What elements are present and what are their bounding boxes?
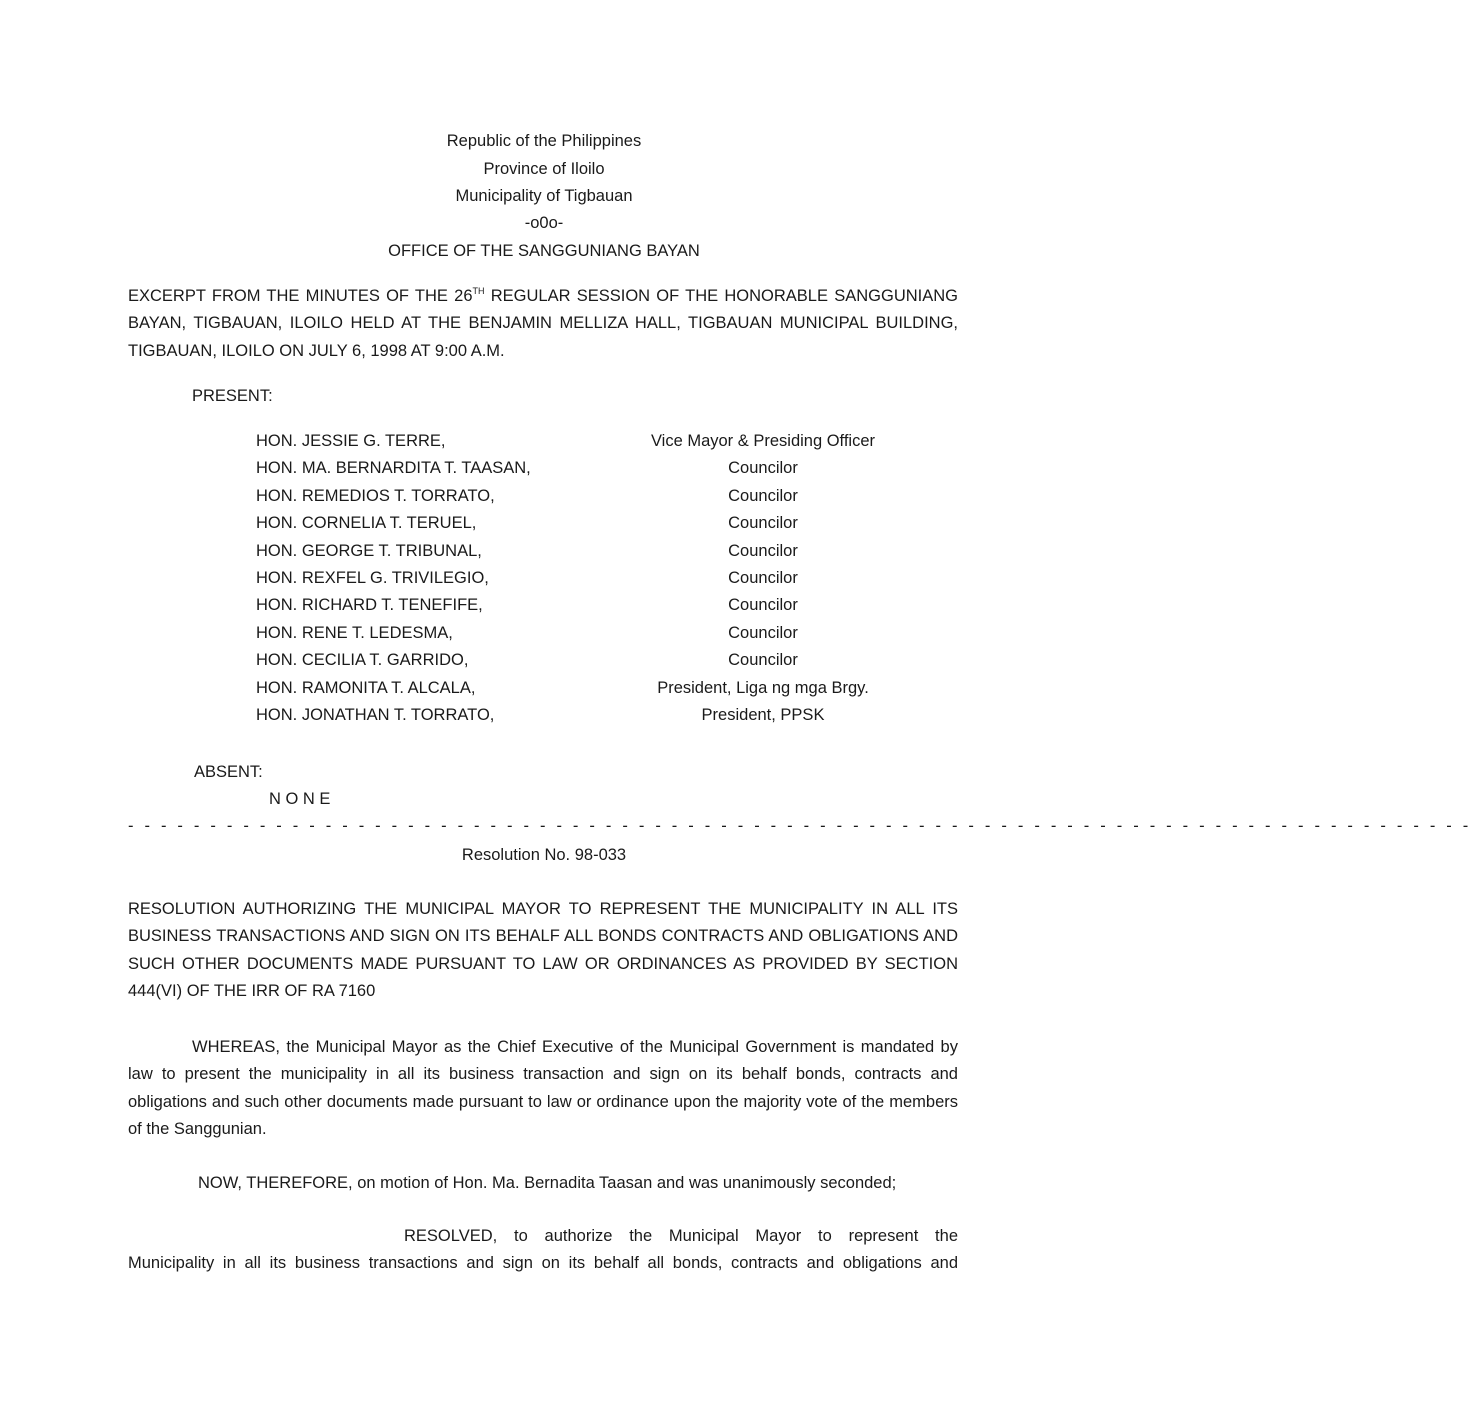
excerpt-text-part1: EXCERPT FROM THE MINUTES OF THE 26 [128, 287, 473, 305]
resolution-title: RESOLUTION AUTHORIZING THE MUNICIPAL MAYOR TO REPRESENT THE MUNICIPALITY IN ALL ITS BUSINESS TRANSACTIONS AND SIGN ON ITS BEHALF ALL BONDS CONTRACTS AND OBLIGATIONS AND SUCH OTHER DOCUMENTS MADE PURSUANT TO LAW OR ORDINANCES AS PROVIDED BY SECTION 444(VI) OF THE IRR OF RA 7160 [128, 900, 958, 1000]
member-position: President, PPSK [701, 706, 825, 724]
member-row [256, 540, 956, 562]
member-row [256, 567, 956, 589]
member-row [256, 649, 956, 671]
header-municipality: Municipality of Tigbauan [455, 187, 633, 205]
excerpt-text-part2: REGULAR SESSION OF THE HONORABLE SANGGUNIANG BAYAN, TIGBAUAN, ILOILO HELD AT THE BENJAMIN MELLIZA HALL, TIGBAUAN MUNICIPAL BUILDING, TIGBAUAN, ILOILO ON JULY 6, 1998 AT 9:00 A.M. [128, 287, 958, 360]
member-name: HON. RICHARD T. TENEFIFE, [256, 596, 483, 614]
member-row [256, 457, 956, 479]
member-name: HON. REMEDIOS T. TORRATO, [256, 487, 495, 505]
member-position: Councilor [728, 459, 798, 477]
excerpt-superscript: TH [472, 286, 485, 296]
absent-value: N O N E [269, 790, 331, 808]
member-name: HON. JONATHAN T. TORRATO, [256, 706, 495, 724]
member-name: HON. MA. BERNARDITA T. TAASAN, [256, 459, 531, 477]
member-position: President, Liga ng mga Brgy. [657, 679, 869, 697]
member-row [256, 677, 956, 699]
member-name: HON. RENE T. LEDESMA, [256, 624, 453, 642]
dashed-divider: - - - - - - - - - - - - - - - - - - - - - - - - - - - - - - - - - - - - - - - - - - - - - - - - - - - - - - - - - - - - - - - - - - - - - - - - - - - - - - - - - - [128, 817, 1471, 835]
excerpt-paragraph [128, 283, 958, 365]
member-name: HON. REXFEL G. TRIVILEGIO, [256, 569, 489, 587]
resolution-number: Resolution No. 98-033 [461, 846, 627, 864]
member-row [256, 594, 956, 616]
resolved-line-2: Municipality in all its business transactions and sign on its behalf all bonds, contracts and obligations and [128, 1254, 958, 1272]
member-position: Vice Mayor & Presiding Officer [650, 432, 876, 450]
member-position: Councilor [728, 487, 798, 505]
resolved-line-1: RESOLVED, to authorize the Municipal Mayor to represent the [404, 1227, 958, 1245]
member-row [256, 430, 956, 452]
member-row [256, 485, 956, 507]
member-position: Councilor [728, 542, 798, 560]
member-row [256, 512, 956, 534]
now-therefore-paragraph: NOW, THEREFORE, on motion of Hon. Ma. Bernadita Taasan and was unanimously seconded; [198, 1174, 897, 1192]
member-position: Councilor [728, 596, 798, 614]
member-name: HON. GEORGE T. TRIBUNAL, [256, 542, 482, 560]
member-position: Councilor [728, 569, 798, 587]
header-separator: -o0o- [524, 214, 564, 232]
header-republic: Republic of the Philippines [446, 132, 642, 150]
member-name: HON. JESSIE G. TERRE, [256, 432, 446, 450]
member-name: HON. CECILIA T. GARRIDO, [256, 651, 469, 669]
header-province: Province of Iloilo [483, 160, 605, 178]
member-name: HON. RAMONITA T. ALCALA, [256, 679, 476, 697]
member-name: HON. CORNELIA T. TERUEL, [256, 514, 477, 532]
whereas-paragraph: WHEREAS, the Municipal Mayor as the Chief Executive of the Municipal Government is mandated by law to present the municipality in all its business transaction and sign on its behalf bonds, contracts and obligations and such other documents made pursuant to law or ordinance upon the majority vote of the members of the Sanggunian. [128, 1038, 958, 1138]
member-position: Councilor [728, 651, 798, 669]
member-position: Councilor [728, 624, 798, 642]
present-label: PRESENT: [192, 387, 273, 405]
header-office: OFFICE OF THE SANGGUNIANG BAYAN [388, 242, 700, 260]
member-row [256, 704, 956, 726]
member-row [256, 622, 956, 644]
member-position: Councilor [728, 514, 798, 532]
absent-label: ABSENT: [194, 763, 263, 781]
